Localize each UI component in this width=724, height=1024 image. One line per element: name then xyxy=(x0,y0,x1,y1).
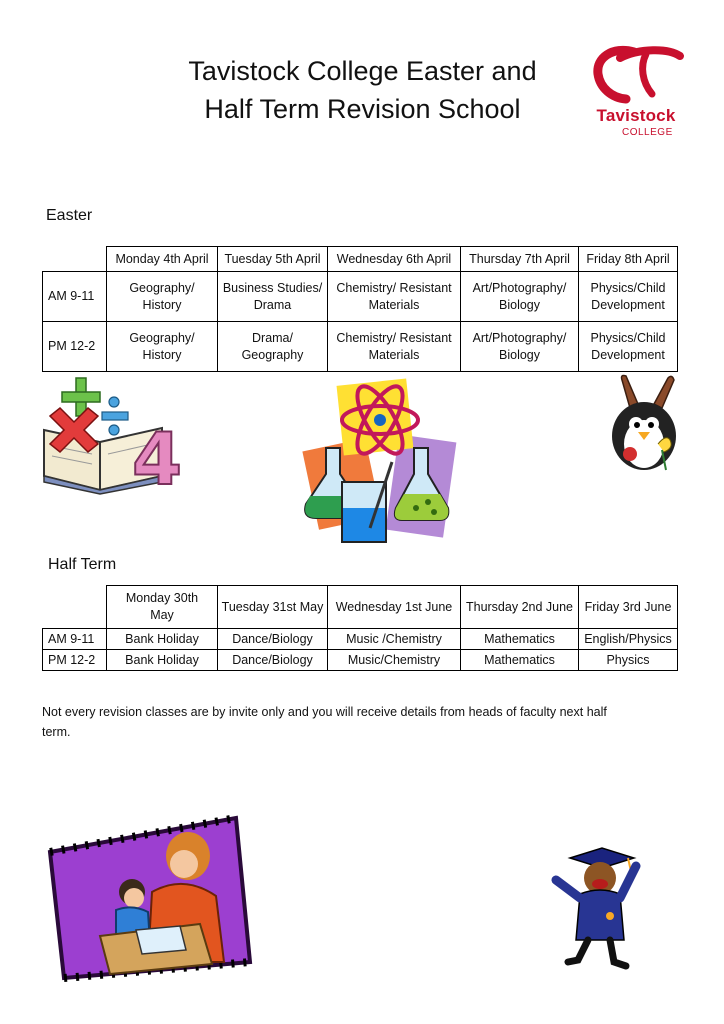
corner-cell xyxy=(43,586,107,629)
subject-cell: Dance/Biology xyxy=(218,650,328,671)
subject-cell: Mathematics xyxy=(461,650,579,671)
subject-cell: Music /Chemistry xyxy=(328,629,461,650)
subject-cell: Dance/Biology xyxy=(218,629,328,650)
table-row xyxy=(43,629,678,650)
table-row xyxy=(43,650,678,671)
subject-cell: Physics xyxy=(579,650,678,671)
day-header: Tuesday 31st May xyxy=(218,586,328,629)
slot-label: AM 9-11 xyxy=(43,629,107,650)
logo-mark-icon xyxy=(590,42,684,104)
subject-cell: Chemistry/ Resistant Materials xyxy=(328,322,461,372)
subject-cell: Drama/ Geography xyxy=(218,322,328,372)
subject-cell: Physics/Child Development xyxy=(579,322,678,372)
day-header: Friday 3rd June xyxy=(579,586,678,629)
day-header: Thursday 2nd June xyxy=(461,586,579,629)
subject-cell: Bank Holiday xyxy=(107,650,218,671)
corner-cell xyxy=(43,247,107,272)
half-term-timetable xyxy=(42,585,678,671)
subject-cell: Music/Chemistry xyxy=(328,650,461,671)
graduate-icon xyxy=(548,836,644,974)
college-logo xyxy=(586,42,686,142)
page-title xyxy=(150,52,575,128)
day-header: Wednesday 6th April xyxy=(328,247,461,272)
subject-cell: Business Studies/ Drama xyxy=(218,272,328,322)
day-header: Monday 30th May xyxy=(107,586,218,629)
easter-penguin-icon xyxy=(604,374,686,474)
subject-cell: Art/Photography/ Biology xyxy=(461,272,579,322)
subject-cell: Geography/ History xyxy=(107,272,218,322)
teacher-student-icon xyxy=(40,812,254,982)
table-row xyxy=(43,322,678,372)
subject-cell: Mathematics xyxy=(461,629,579,650)
logo-name: Tavistock xyxy=(596,106,676,125)
subject-cell: Art/Photography/ Biology xyxy=(461,322,579,372)
half-term-header-row xyxy=(43,586,678,629)
day-header: Wednesday 1st June xyxy=(328,586,461,629)
day-header: Tuesday 5th April xyxy=(218,247,328,272)
title-line-2: Half Term Revision School xyxy=(204,94,521,124)
science-flasks-icon xyxy=(300,378,464,554)
day-header: Thursday 7th April xyxy=(461,247,579,272)
note-text: Not every revision classes are by invite only and you will receive details from heads of faculty next half term. xyxy=(42,705,607,739)
subject-cell: English/Physics xyxy=(579,629,678,650)
svg-text:4: 4 xyxy=(132,417,183,501)
half-term-heading: Half Term xyxy=(48,556,117,573)
maths-book-icon xyxy=(40,372,183,501)
day-header: Monday 4th April xyxy=(107,247,218,272)
slot-label: PM 12-2 xyxy=(43,322,107,372)
easter-timetable xyxy=(42,246,678,372)
slot-label: PM 12-2 xyxy=(43,650,107,671)
subject-cell: Bank Holiday xyxy=(107,629,218,650)
day-header: Friday 8th April xyxy=(579,247,678,272)
subject-cell: Geography/ History xyxy=(107,322,218,372)
table-row xyxy=(43,272,678,322)
easter-heading: Easter xyxy=(46,207,93,224)
title-line-1: Tavistock College Easter and xyxy=(188,56,537,86)
slot-label: AM 9-11 xyxy=(43,272,107,322)
easter-header-row xyxy=(43,247,678,272)
subject-cell: Chemistry/ Resistant Materials xyxy=(328,272,461,322)
logo-subtitle: COLLEGE xyxy=(622,127,673,138)
subject-cell: Physics/Child Development xyxy=(579,272,678,322)
